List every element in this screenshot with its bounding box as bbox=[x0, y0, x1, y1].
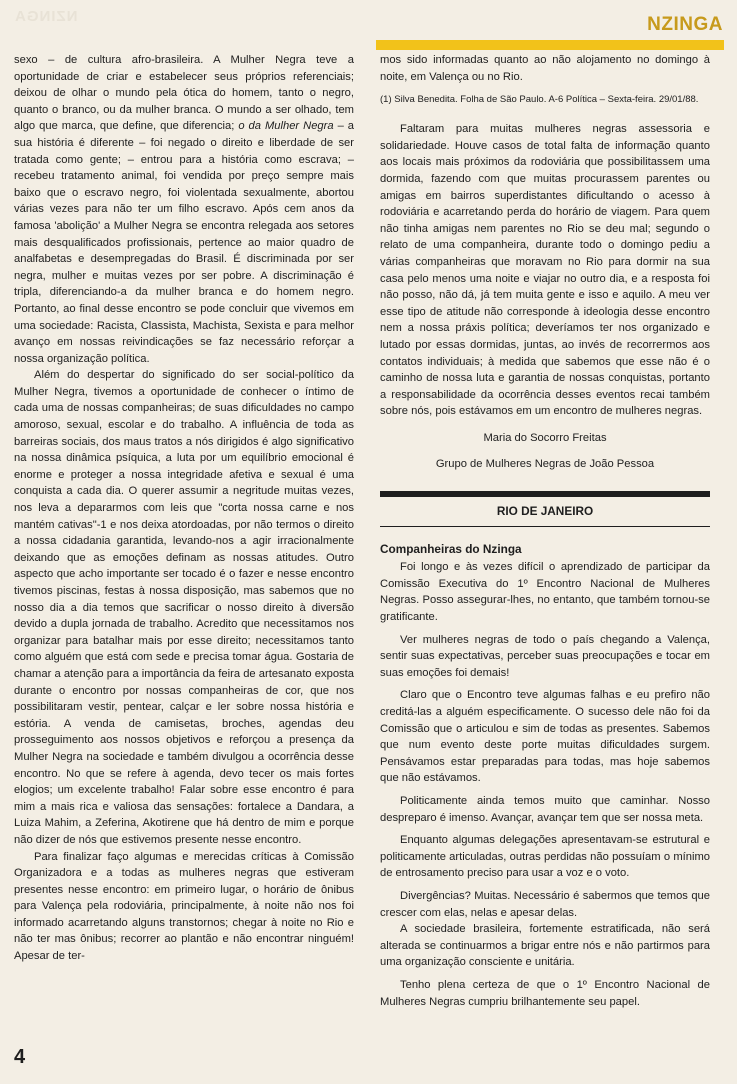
left-column bbox=[14, 52, 354, 965]
paragraph: Politicamente ainda temos muito que caminhar. Nosso despreparo é imenso. Avançar, avançar tem que ser nossa meta. bbox=[380, 794, 710, 824]
paragraph: Para finalizar faço algumas e merecidas críticas à Comissão Organizadora e a todas as mulheres negras que estiveram presentes nesse encontro: em primeiro lugar, o horário de ônibus para Valença pela rodoviária, principalmente, à noite não nos foi informado acarretando alguns transtornos; chegar à noite no Rio e não ter mas ônibus; recorrer ao plantão e não encontrar ninguém! Apesar de ter- bbox=[14, 850, 354, 963]
signature-name: Maria do Socorro Freitas bbox=[483, 431, 607, 444]
paragraph: Enquanto algumas delegações apresentavam-se estrutural e politicamente articuladas, outras perdidas não possuíam o mínimo de entrosamento preciso para usar a voz e o voto. bbox=[380, 834, 710, 880]
paragraph: A sociedade brasileira, fortemente estratificada, não será alterada se continuarmos a brigar entre nós e não partirmos para uma organização consciente e unitária. bbox=[380, 923, 710, 969]
paragraph: Divergências? Muitas. Necessário é sabermos que temos que crescer com elas, nelas e apesar delas. bbox=[380, 889, 710, 919]
paragraph: Além do despertar do significado do ser social-político da Mulher Negra, tivemos a oportunidade de conhecer o íntimo de cada uma de nossas companheiras; de suas dificuldades no campo amoroso, sexual, escolar e do trabalho. A influência de toda as barreiras sociais, dos maus tratos a nós dirigidos é algo significativo na nossa dinâmica psíquica, a luta por um equilíbrio emocional é enorme e proteger a nossa integridade afetiva e sexual é uma conquista a cada dia. O querer assumir a negritude muitas vezes, nos leva a depararmos com leis que "corta nossa carne e nos mantém cativas"-1 e nos deixa atordoadas, por não termos o direito a nossa cidadania garantida, levando-nos a agir irracionalmente deixando que as emoções definam as nossas atitudes. Outro aspecto que acho importante ser tocado é o fazer e nesse encontro tivemos piscinas, festas à nossa disposição, mas sabemos que no nosso dia a dia temos que sacrificar o nosso direito à diversão devido a dupla jornada de trabalho. Acredito que necessitamos nos organizar para batalhar mais por esse direito; necessitamos tanto como alguém que está com sede e precisa tomar água. Gostaria de chamar a atenção para a importância da feira de artesanato exposta durante o encontro por nossas companheiras de cor, que nos possibilitaram vestir, pentear, calçar e ler sobre nossa história e estória. A venda de camisetas, broches, agendas deu prosseguimento aos nossos objetivos e reforçou a presença da Mulher Negra na sociedade e também divulgou a ocorrência desse encontro. No que se refere à agenda, devo tecer os mais fortes elogios; um excelente trabalho! Falar sobre esse encontro é para mim a mais rica e valiosa das sensações: fortalece a Dandara, a Luiza Mahim, a Zeferina, Akotirene que há dentro de mim e porque não dizer de nós que estivemos presente nesse encontro. bbox=[14, 369, 354, 846]
bleed-through-title: NZINGA bbox=[14, 8, 78, 25]
footnote: (1) Silva Benedita. Folha de São Paulo. A-6 Política – Sexta-feira. 29/01/88. bbox=[380, 94, 699, 106]
accent-bar bbox=[376, 40, 724, 50]
paragraph: Foi longo e às vezes difícil o aprendizado de participar da Comissão Executiva do 1º Encontro Nacional de Mulheres Negras. Posso assegurar-lhes, no entanto, que também tornou-se gratificante. bbox=[380, 561, 710, 624]
section-divider bbox=[380, 491, 710, 497]
right-column bbox=[380, 52, 710, 1010]
paragraph: Tenho plena certeza de que o 1º Encontro Nacional de Mulheres Negras cumpriu brilhantemente seu papel. bbox=[380, 978, 710, 1008]
paragraph: Ver mulheres negras de todo o país chegando a Valença, sentir suas expectativas, perceber suas preocupações e tocar em suas emoções foi demais! bbox=[380, 633, 710, 679]
section-title: RIO DE JANEIRO bbox=[496, 504, 594, 519]
masthead bbox=[0, 0, 737, 52]
paragraph: mos sido informadas quanto ao não alojamento no domingo à noite, em Valença ou no Rio. bbox=[380, 54, 710, 83]
paragraph: Faltaram para muitas mulheres negras assessoria e solidariedade. Houve casos de total falta de informação quanto aos locais mais próximos da rodoviária que possibilitassem uma dormida, fazendo com que muitas procurassem parentes ou amigas em bairros superdistantes dificultando o acesso à rodoviária e acarretando perda do horário de viagem. Para quem não tinha amigas nem parentes no Rio se deu mal; segundo o relato de uma companheira, durante todo o domingo pediu a várias companheiras que moravam no Rio para dormir na sua casa pelo menos uma noite e viajar no outro dia, e a resposta foi não posso, não dá, já tem muita gente e isso e aquilo. A meu ver esse tipo de atitude não corresponde à ideologia desse encontro nem a nossa práxis política; deveríamos ter nos organizado e lutado por essas dormidas, juntas, ao invés de recorrermos aos contatos individuais; à medida que sabemos que esse não é o caminho de nossa luta e garantia de nossas conquistas, portanto a responsabilidade da ocorrência desses eventos recai também sobre nós, pois estávamos em um encontro de mulheres negras. bbox=[380, 123, 710, 418]
paragraph: Claro que o Encontro teve algumas falhas e eu prefiro não creditá-las a alguém especificamente. O sucesso dele não foi da Comissão que o articulou e sim de todas as presentes. Sabemos que num evento deste porte muitas dificuldades surgem. Pensávamos estar preparadas para todas, mas hoje sabemos que não estávamos. bbox=[380, 689, 710, 785]
article-subtitle: Companheiras do Nzinga bbox=[380, 541, 522, 556]
page-number: 4 bbox=[14, 1046, 26, 1068]
italic-phrase: o da Mulher Negra bbox=[238, 120, 334, 133]
section-rule bbox=[380, 526, 710, 527]
signature-group: Grupo de Mulheres Negras de João Pessoa bbox=[435, 458, 655, 471]
magazine-title: NZINGA bbox=[647, 14, 723, 35]
paragraph: sexo – de cultura afro-brasileira. A Mulher Negra teve a oportunidade de criar e estabelecer seus próprios referenciais; deixou de olhar o mundo pela ótica do homem, tanto o negro, quanto o branco, ou da mulher branca. O mundo a ser olhado, tem algo que marca, que define, que diferencia; o da Mulher Negra – a sua história é diferente – foi negado o direito e liberdade de ser tratada como gente; – entrou para a história como escrava; – recebeu tratamento animal, foi vendida por preço sempre mais baixo que o escravo negro, foi violentada sexualmente, abortou várias vezes para não ter um filho escravo. Após cem anos da famosa 'abolição' a Mulher Negra se encontra relegada aos setores mais desqualificados profissionais, pertence ao maior quadro de analfabetas e desempregadas do Brasil. É discriminada por ser negra, mulher e muitas vezes por ser pobre. A discriminação é tripla, diferenciando-a da mulher branca e do homem negro. Portanto, ao final desse encontro se pode concluir que vivemos em uma sociedade: Racista, Classista, Machista, Sexista e para melhor avanço em nossas reivindicações se faz necessário reforçar a nossa organização política. bbox=[14, 54, 355, 365]
